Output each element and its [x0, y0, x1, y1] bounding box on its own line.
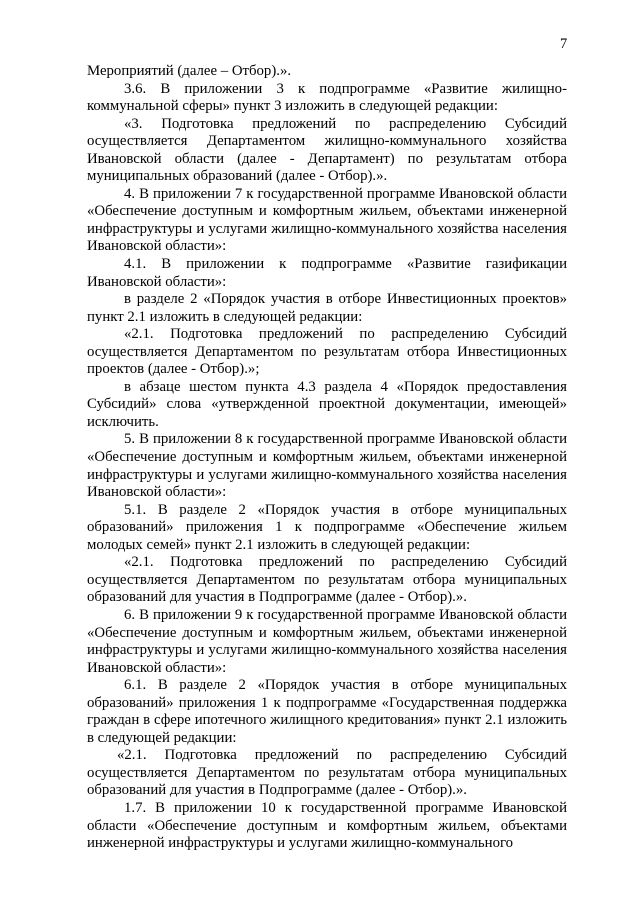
paragraph-1-7: 1.7. В приложении 10 к государственной программе Ивановской области «Обеспечение доступным и комфортным жильем, объектами инженерной инфраструктуры и услугами жилищно-коммунального: [87, 799, 567, 852]
document-body: [87, 63, 567, 853]
paragraph-quote-2-1-a: «2.1. Подготовка предложений по распределению Субсидий осуществляется Департаментом по результатам отбора Инвестиционных проектов (далее - Отбор).»;: [87, 326, 567, 378]
paragraph-quote-3: «3. Подготовка предложений по распределению Субсидий осуществляется Департаментом жилищно-коммунального хозяйства Ивановской области (далее - Департамент) по результатам отбора муниципальных образований (далее - Отбор).».: [87, 115, 567, 185]
paragraph-3-6: 3.6. В приложении 3 к подпрограмме «Развитие жилищно-коммунальной сферы» пункт 3 изложить в следующей редакции:: [87, 80, 567, 115]
paragraph-continuation: Мероприятий (далее – Отбор).».: [87, 63, 292, 79]
paragraph-section-2: в разделе 2 «Порядок участия в отборе Инвестиционных проектов» пункт 2.1 изложить в следующей редакции:: [87, 291, 567, 325]
paragraph-6-1: 6.1. В разделе 2 «Порядок участия в отборе муниципальных образований» приложения 1 к подпрограмме «Государственная поддержка граждан в сфере ипотечного жилищного кредитования» пункт 2.1 изложить в следующей редакции:: [87, 677, 567, 746]
paragraph-5: 5. В приложении 8 к государственной программе Ивановской области «Обеспечение доступным и комфортным жильем, объектами инженерной инфраструктуры и услугами жилищно-коммунального хозяйства населения Ивановской области»:: [87, 431, 567, 501]
paragraph-4: 4. В приложении 7 к государственной программе Ивановской области «Обеспечение доступным и комфортным жильем, объектами инженерной инфраструктуры и услугами жилищно-коммунального хозяйства населения Ивановской области»:: [87, 185, 567, 255]
paragraph-quote-2-1-b: «2.1. Подготовка предложений по распределению Субсидий осуществляется Департаментом по результатам отбора муниципальных образований для участия в Подпрограмме (далее - Отбор).».: [87, 554, 567, 606]
paragraph-section-4-3: в абзаце шестом пункта 4.3 раздела 4 «Порядок предоставления Субсидий» слова «утвержденной проектной документации, имеющей» исключить.: [87, 378, 567, 430]
paragraph-6: 6. В приложении 9 к государственной программе Ивановской области «Обеспечение доступным и комфортным жильем, объектами инженерной инфраструктуры и услугами жилищно-коммунального хозяйства населения Ивановской области»:: [87, 606, 567, 676]
paragraph-5-1: 5.1. В разделе 2 «Порядок участия в отборе муниципальных образований» приложения 1 к подпрограмме «Обеспечение жильем молодых семей» пункт 2.1 изложить в следующей редакции:: [87, 501, 567, 553]
paragraph-quote-2-1-c: «2.1. Подготовка предложений по распределению Субсидий осуществляется Департаментом по результатам отбора муниципальных образований для участия в Подпрограмме (далее - Отбор).».: [87, 747, 567, 799]
paragraph-4-1: 4.1. В приложении к подпрограмме «Развитие газификации Ивановской области»:: [87, 256, 567, 290]
page-number: 7: [560, 36, 568, 52]
